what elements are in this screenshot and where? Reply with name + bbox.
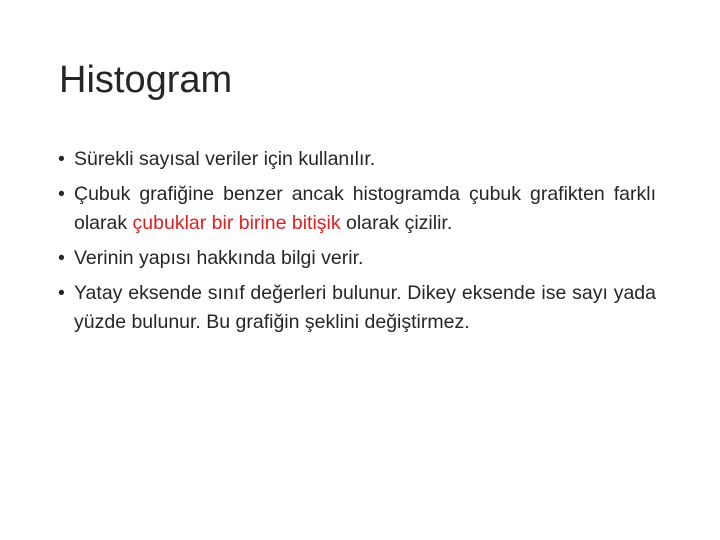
bullet-list <box>58 145 656 343</box>
bullet-text: Çubuk grafiğine benzer ancak histogramda çubuk grafikten farklı olarak <box>74 183 656 234</box>
bullet-text: Sürekli sayısal veriler için kullanılır. <box>74 148 376 170</box>
bullet-text: olarak çizilir. <box>340 212 453 234</box>
highlighted-text: çubuklar bir birine bitişik <box>132 212 341 234</box>
bullet-item-1 <box>58 145 656 174</box>
bullet-item-4 <box>58 279 656 337</box>
slide-title: Histogram <box>59 59 233 101</box>
bullet-item-3 <box>58 244 656 273</box>
bullet-item-2 <box>58 180 656 238</box>
bullet-text: Verinin yapısı hakkında bilgi verir. <box>74 247 364 269</box>
bullet-text: Yatay eksende sınıf değerleri bulunur. Dikey eksende ise sayı yada yüzde bulunur. Bu grafiğin şeklini değiştirmez. <box>74 282 656 333</box>
